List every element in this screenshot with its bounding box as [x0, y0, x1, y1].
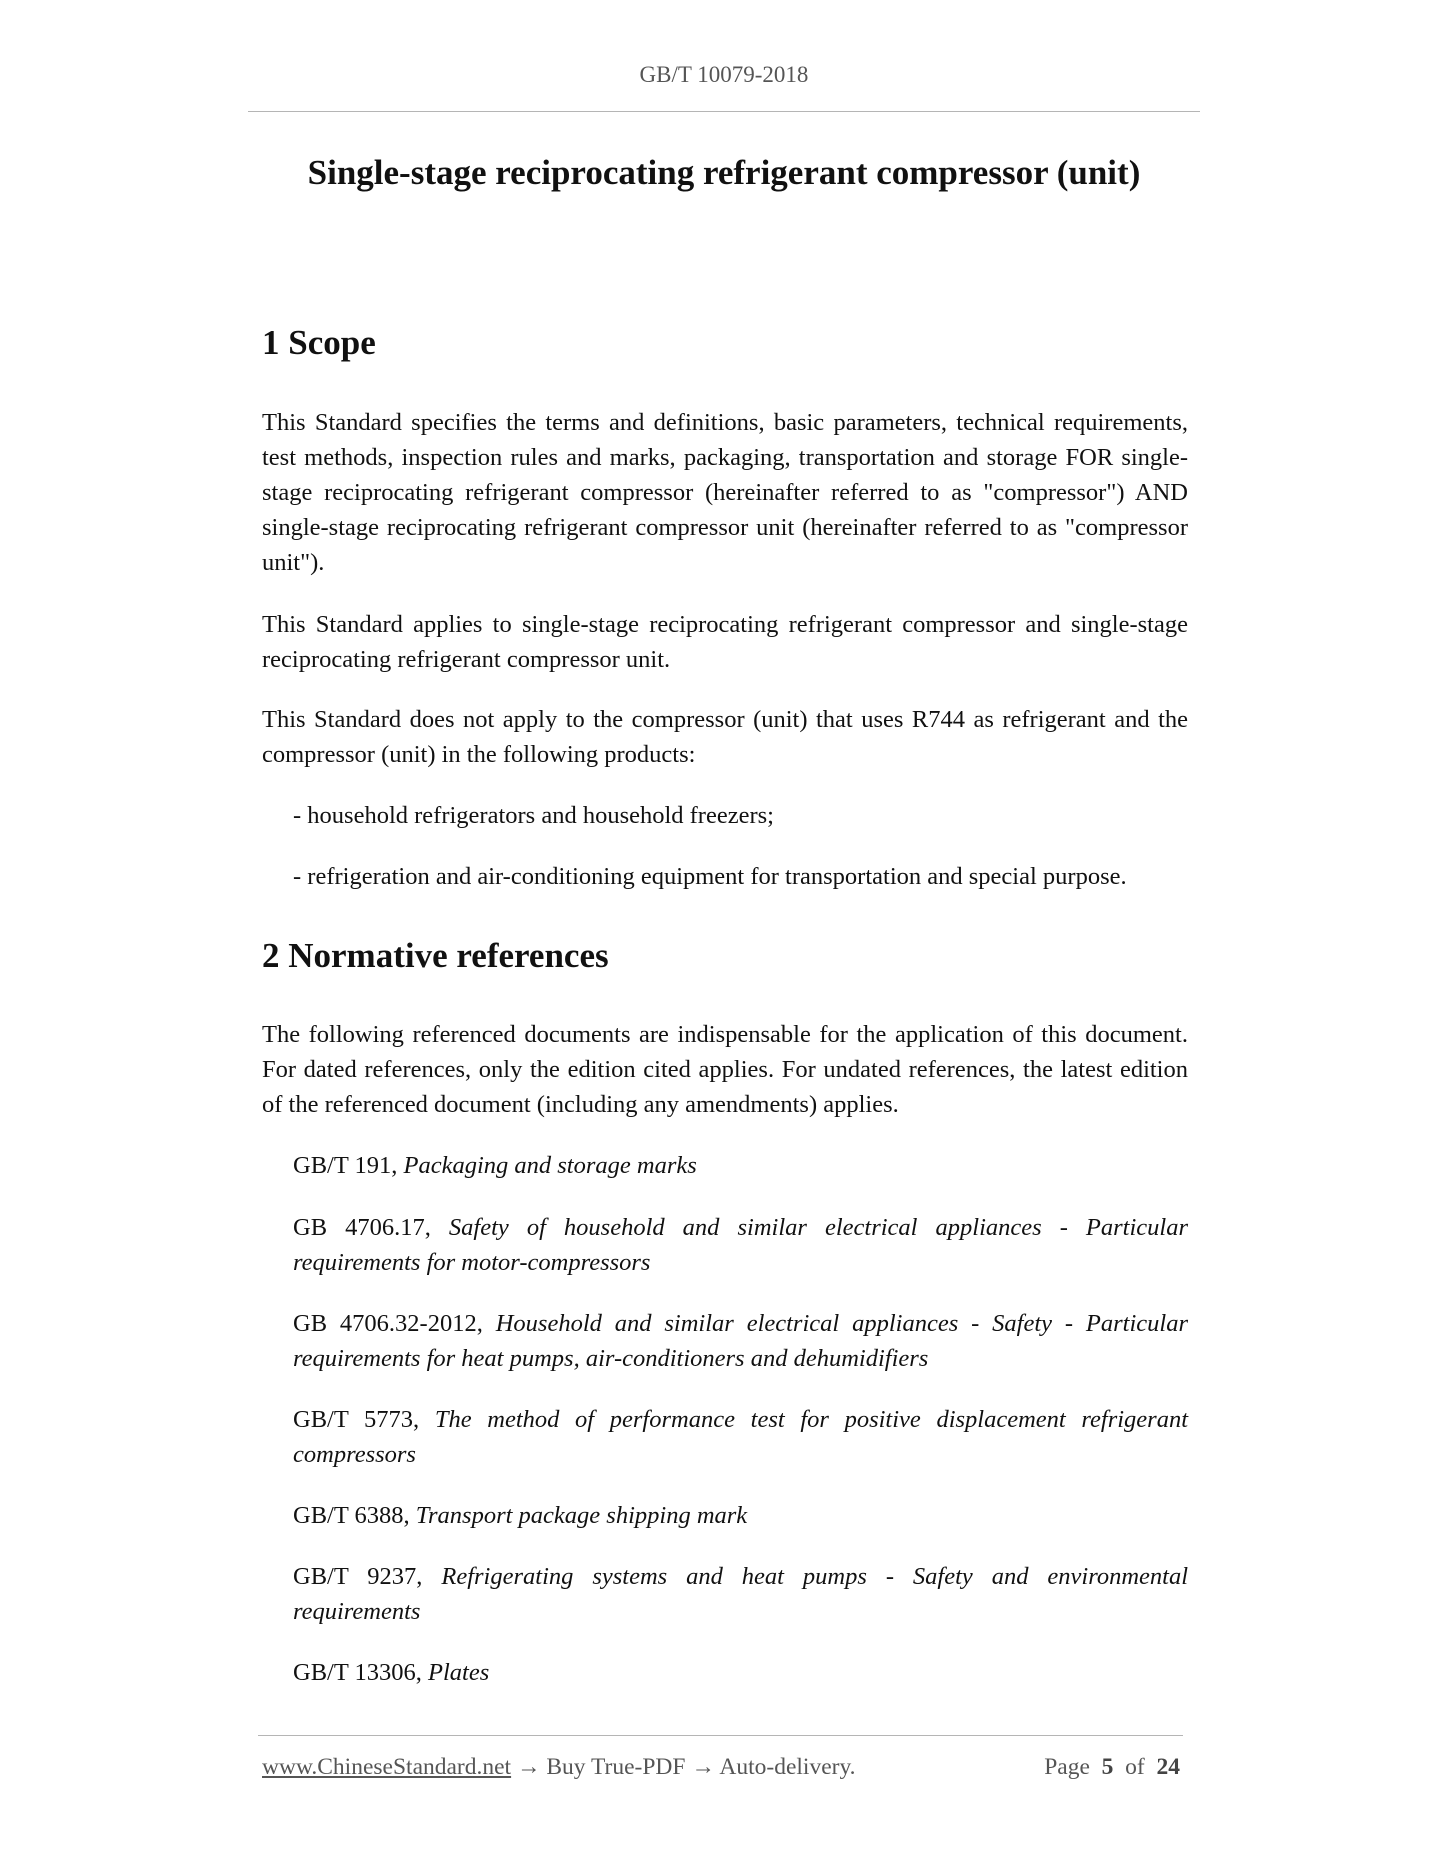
reference-title: The method of performance test for positive displacement refrigerant compressors — [293, 1406, 1189, 1468]
of-label: of — [1125, 1754, 1145, 1780]
reference-title: Packaging and storage marks — [403, 1152, 697, 1179]
page-total: 24 — [1156, 1754, 1180, 1780]
reference-title: Household and similar electrical appliances - Safety - Particular requirements for heat pumps, air-conditioners and dehumidifiers — [293, 1310, 1188, 1372]
scope-paragraph-1: This Standard specifies the terms and definitions, basic parameters, technical requirements, test methods, inspection rules and marks, packaging, transportation and storage FOR single-stage reciprocating refrigerant compressor (hereinafter referred to as "compressor") AND single-stage reciprocating refrigerant compressor unit (hereinafter referred to as "compressor unit"). — [262, 409, 1188, 576]
scope-list-item-2: - refrigeration and air-conditioning equipment for transportation and special purpose. — [293, 863, 1127, 890]
reference-item — [293, 1655, 1188, 1690]
reference-code: GB 4706.32-2012, — [293, 1310, 483, 1337]
reference-title: Safety of household and similar electrical appliances - Particular requirements for motor-compressors — [293, 1214, 1189, 1276]
document-title: Single-stage reciprocating refrigerant compressor (unit) — [307, 153, 1141, 192]
reference-item — [293, 1559, 1188, 1629]
page-footer — [262, 1754, 1180, 1781]
scope-paragraph-2: This Standard applies to single-stage reciprocating refrigerant compressor and single-stage reciprocating refrigerant compressor unit. — [262, 611, 1188, 673]
page-label: Page — [1044, 1754, 1090, 1780]
reference-item — [293, 1498, 1188, 1533]
reference-code: GB/T 13306, — [293, 1659, 422, 1686]
section-heading-normative-references: 2 Normative references — [262, 936, 609, 975]
reference-code: GB/T 9237, — [293, 1563, 423, 1590]
reference-title: Refrigerating systems and heat pumps - Safety and environmental requirements — [293, 1563, 1189, 1625]
footer-divider — [258, 1735, 1183, 1736]
reference-item — [293, 1148, 1188, 1183]
reference-item — [293, 1306, 1188, 1376]
scope-list-item-1: - household refrigerators and household freezers; — [293, 802, 774, 829]
footer-promo — [262, 1754, 856, 1781]
reference-title: Plates — [428, 1659, 490, 1686]
reference-code: GB/T 191, — [293, 1152, 398, 1179]
reference-title: Transport package shipping mark — [415, 1502, 748, 1529]
reference-code: GB/T 6388, — [293, 1502, 410, 1529]
page-number: 5 — [1101, 1754, 1114, 1780]
reference-code: GB 4706.17, — [293, 1214, 431, 1241]
reference-code: GB/T 5773, — [293, 1406, 420, 1433]
references-intro-paragraph: The following referenced documents are indispensable for the application of this document. For dated references, only the edition cited applies. For undated references, the latest edition of the referenced document (including any amendments) applies. — [262, 1021, 1188, 1118]
page-indicator — [1044, 1754, 1180, 1781]
header-standard-code: GB/T 10079-2018 — [639, 62, 809, 87]
reference-item — [293, 1210, 1188, 1280]
scope-paragraph-3: This Standard does not apply to the compressor (unit) that uses R744 as refrigerant and the compressor (unit) in the following products: — [262, 706, 1188, 768]
header-divider — [248, 111, 1200, 112]
footer-tagline: → Buy True-PDF → Auto-delivery. — [511, 1754, 856, 1780]
reference-item — [293, 1402, 1188, 1472]
website-link[interactable]: www.ChineseStandard.net — [262, 1754, 512, 1780]
section-heading-scope: 1 Scope — [262, 323, 376, 362]
